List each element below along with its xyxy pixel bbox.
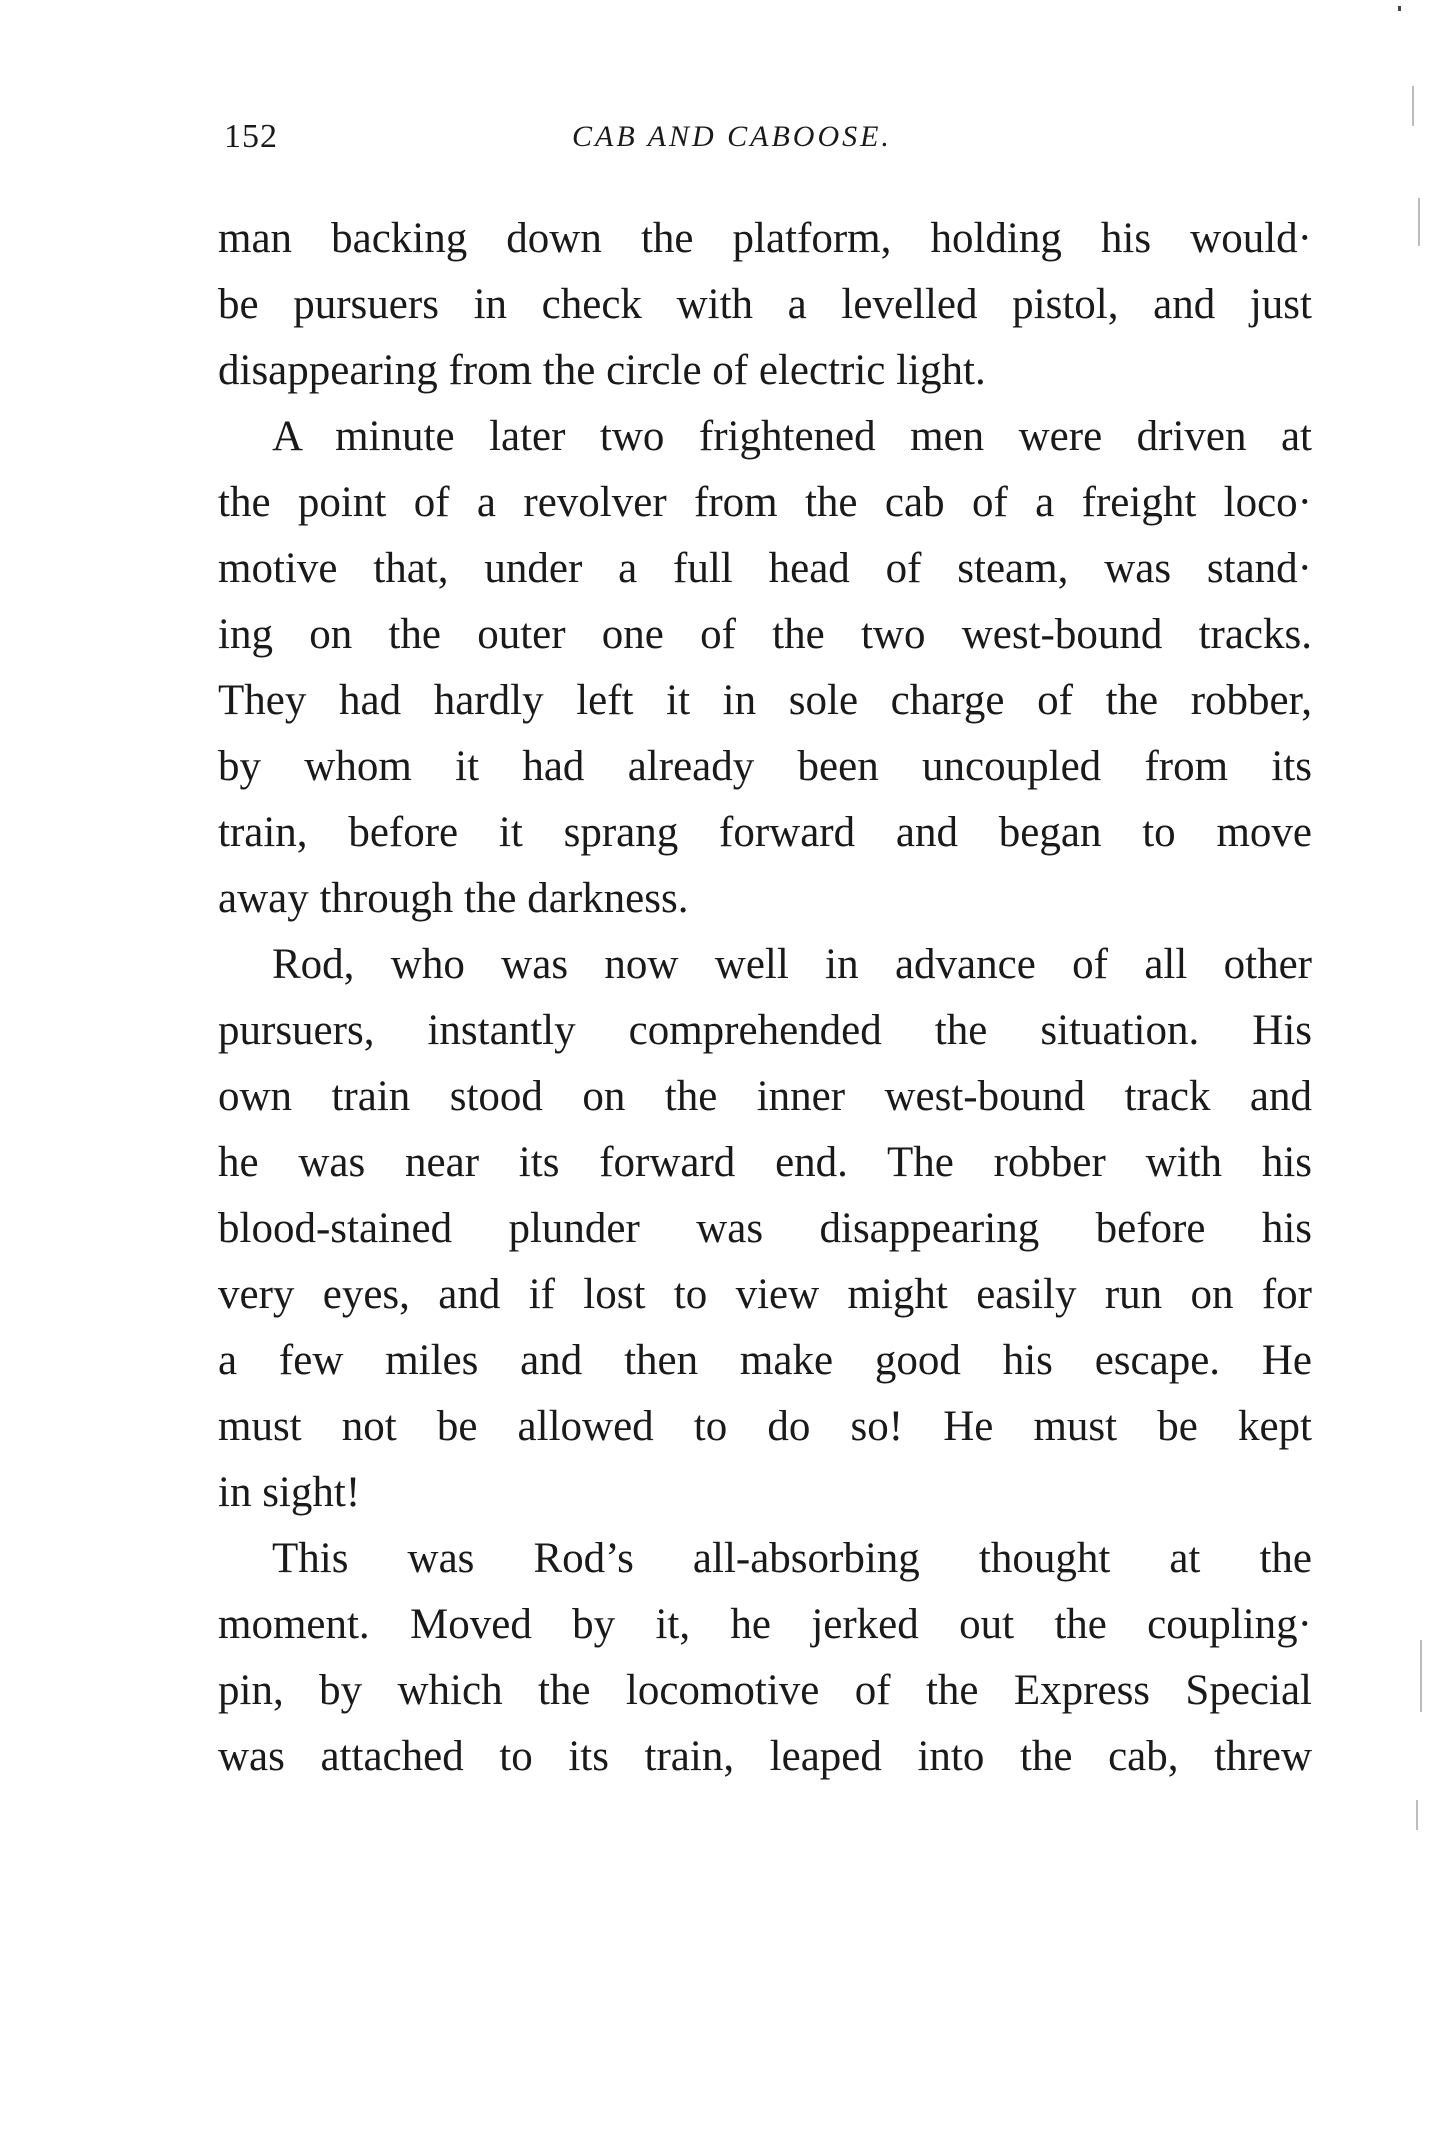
page-number: 152	[224, 118, 278, 155]
scan-speck	[1416, 1800, 1418, 1830]
scan-speck	[1420, 1640, 1422, 1712]
text-line: be pursuers in check with a levelled pistol, and just	[218, 281, 1312, 328]
scan-speck	[1398, 6, 1401, 11]
text-line: moment. Moved by it, he jerked out the coupling·	[218, 1601, 1312, 1648]
text-line: Rod, who was now well in advance of all other	[272, 941, 1312, 988]
text-line: very eyes, and if lost to view might easily run on for	[218, 1271, 1312, 1318]
text-line: was attached to its train, leaped into the cab, threw	[218, 1733, 1312, 1780]
text-line: train, before it sprang forward and began to move	[218, 809, 1312, 856]
running-head: CAB AND CABOOSE.	[572, 120, 892, 153]
text-line: own train stood on the inner west-bound track and	[218, 1073, 1312, 1120]
scan-speck	[1418, 198, 1420, 246]
text-line: They had hardly left it in sole charge of the robber,	[218, 677, 1312, 724]
text-line: pin, by which the locomotive of the Express Special	[218, 1667, 1312, 1714]
text-line: motive that, under a full head of steam, was stand·	[218, 545, 1312, 592]
page-header	[0, 118, 1451, 168]
text-line: away through the darkness.	[218, 875, 689, 922]
scan-speck	[1412, 86, 1414, 126]
text-line: This was Rod’s all-absorbing thought at the	[272, 1535, 1312, 1582]
text-line: by whom it had already been uncoupled from its	[218, 743, 1312, 790]
text-line: he was near its forward end. The robber with his	[218, 1139, 1312, 1186]
text-line: a few miles and then make good his escape. He	[218, 1337, 1312, 1384]
text-line: pursuers, instantly comprehended the situation. His	[218, 1007, 1312, 1054]
text-line: disappearing from the circle of electric light.	[218, 347, 986, 394]
text-line: A minute later two frightened men were driven at	[272, 413, 1312, 460]
body-text	[218, 206, 1312, 1790]
text-line: blood-stained plunder was disappearing before his	[218, 1205, 1312, 1252]
text-line: must not be allowed to do so! He must be kept	[218, 1403, 1312, 1450]
text-line: the point of a revolver from the cab of a freight loco·	[218, 479, 1312, 526]
text-line: man backing down the platform, holding his would·	[218, 215, 1312, 262]
text-line: ing on the outer one of the two west-bound tracks.	[218, 611, 1312, 658]
text-line: in sight!	[218, 1469, 361, 1516]
